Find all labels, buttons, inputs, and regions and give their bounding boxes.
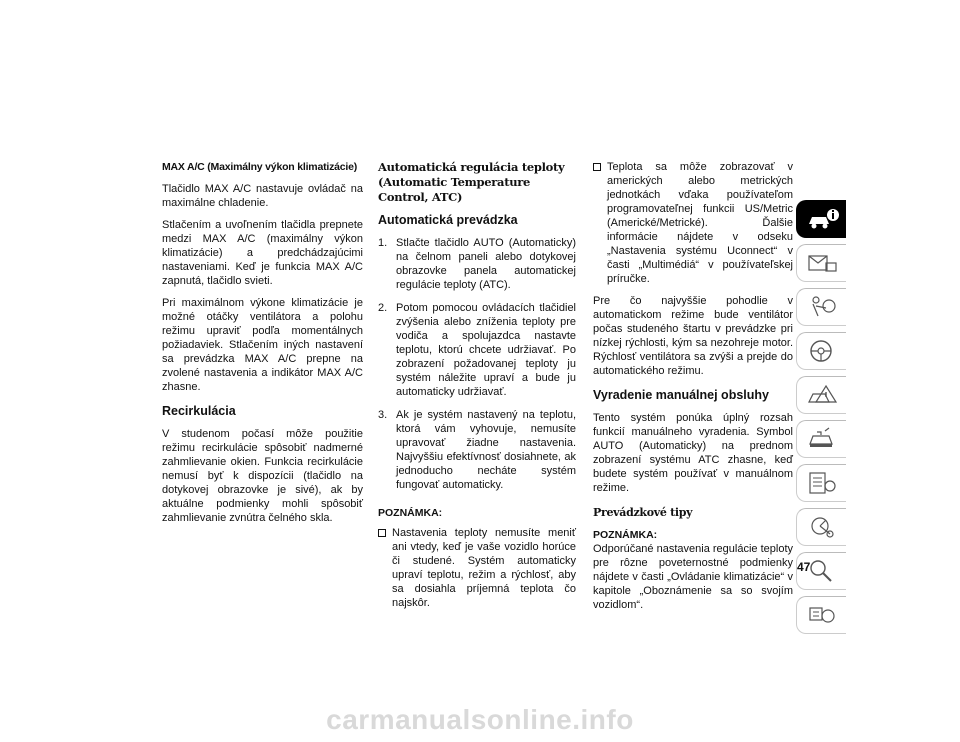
chapter-tabs xyxy=(796,200,846,640)
tab-specs[interactable] xyxy=(796,508,846,546)
paragraph: Tlačidlo MAX A/C nastavuje ovládač na maximálne chladenie. xyxy=(162,183,363,209)
search-index-icon xyxy=(806,558,840,584)
paragraph: Pri maximálnom výkone klimatizácie je možné otáčky ventilátora a polohu režimu upraviť podľa momentálnych požiadaviek. Stlačením iných nastavení sa prevádzka MAX A/C prepne na zvolené nastavenia a indikátor MAX A/C zhasne. xyxy=(162,297,363,393)
note-label: POZNÁMKA: xyxy=(378,507,443,519)
tab-car-info[interactable] xyxy=(796,200,846,238)
airbag-icon xyxy=(806,294,840,320)
message-icon xyxy=(806,250,840,276)
maintenance-list-icon xyxy=(806,470,840,496)
tab-warnings[interactable] xyxy=(796,376,846,414)
emergency-car-icon xyxy=(806,426,840,452)
tab-messages[interactable] xyxy=(796,244,846,282)
tab-emergency[interactable] xyxy=(796,420,846,458)
steering-wheel-icon xyxy=(806,338,840,364)
square-bullet-icon xyxy=(593,163,601,171)
paragraph: Stlačením a uvoľnením tlačidla prepnete medzi MAX A/C (maximálny výkon klimatizácie) a predchádzajúcimi nastaveniami. Keď je funkcia MAX A/C zapnutá, tlačidlo svieti. xyxy=(162,219,363,287)
step-number: 2. xyxy=(378,302,388,314)
list-item xyxy=(378,301,576,399)
note-text: Odporúčané nastavenia regulácie teploty pre rôzne poveternostné podmienky nájdete v časti „Ovládanie klimatizácie“ v kapitole „Oboznámenie sa so svojím vozidlom“. xyxy=(593,543,793,611)
list-item xyxy=(378,236,576,292)
step-number: 1. xyxy=(378,237,388,249)
paragraph: Pre čo najvyššie pohodlie v automatickom režime bude ventilátor počas studeného štartu v prevádzke pri nízkej rýchlosti, kým sa nezohreje motor. Rýchlosť ventilátora sa zvýši a prejde do automatického režimu. xyxy=(593,295,793,377)
column-right xyxy=(593,160,793,620)
heading-manual-override: Vyradenie manuálnej obsluhy xyxy=(593,388,769,402)
paragraph: Tento systém ponúka úplný rozsah funkcií manuálneho vyradenia. Symbol AUTO (Automaticky) na prednom zobrazení systému ATC zhasne, keď budete systém používať v manuálnom režime. xyxy=(593,412,793,494)
column-middle xyxy=(378,160,576,618)
heading-operating-tips: Prevádzkové tipy xyxy=(593,506,693,519)
language-icon xyxy=(806,602,840,628)
step-text: Ak je systém nastavený na teplotu, ktorá vám vyhovuje, nemusíte upravovať žiadne nastavenia. Najvyššiu efektívnosť dosiahnete, ak jednoducho necháte systém fungovať automaticky. xyxy=(396,409,576,491)
watermark: carmanualsonline.info xyxy=(326,704,634,735)
heading-recirculation: Recirkulácia xyxy=(162,404,236,418)
units-bullet xyxy=(593,160,793,286)
heading-max-ac: MAX A/C (Maximálny výkon klimatizácie) xyxy=(162,161,358,173)
tab-languages[interactable] xyxy=(796,596,846,634)
steps-list xyxy=(378,236,576,492)
warning-car-icon xyxy=(806,382,840,408)
car-info-icon xyxy=(806,206,840,232)
heading-atc: Automatická regulácia teploty (Automatic Temperature Control, ATC) xyxy=(378,160,565,204)
note-bullet xyxy=(378,526,576,610)
note-label: POZNÁMKA: xyxy=(593,529,658,541)
page-number: 47 xyxy=(797,560,811,574)
heading-automatic-operation: Automatická prevádzka xyxy=(378,213,518,227)
bullet-text: Teplota sa môže zobrazovať v amerických alebo metrických jednotkách vďaka používateľom programovateľnej funkcii US/Metric (Americké/Metrické). Ďalšie informácie nájdete v odseku „Nastavenia systému Uconnect“ v časti „Multimédiá“ v používateľskej príručke. xyxy=(607,161,793,285)
tab-safety[interactable] xyxy=(796,288,846,326)
technical-specs-icon xyxy=(806,514,840,540)
tab-maintenance[interactable] xyxy=(796,464,846,502)
paragraph: V studenom počasí môže použitie režimu recirkulácie spôsobiť nadmerné zahmlievanie okien. Funkcia recirkulácie nemusí byť k dispozícii (tlačidlo na dotykovej obrazovke je sivé), ak by aktuálne podmienky mohli spôsobiť zahmlievanie zvnútra čelného skla. xyxy=(162,428,363,524)
step-number: 3. xyxy=(378,409,388,421)
column-left xyxy=(162,160,363,533)
tab-driving[interactable] xyxy=(796,332,846,370)
step-text: Stlačte tlačidlo AUTO (Automaticky) na čelnom paneli alebo dotykovej obrazovke panela automatickej regulácie teploty (ATC). xyxy=(396,237,576,291)
note-text: Nastavenia teploty nemusíte meniť ani vtedy, keď je vaše vozidlo horúce či studené. Systém automaticky upraví teplotu, režim a rýchlosť, aby sa dosiahla príjemná teplota čo najskôr. xyxy=(392,527,576,609)
step-text: Potom pomocou ovládacích tlačidiel zvýšenia alebo zníženia teploty pre vodiča a spolujazdca nastavte teplotu, ktorú chcete udržiavať. Po zobrazení požadovanej teploty ju systém náležite upraví a bude ju automaticky udržiavať. xyxy=(396,302,576,398)
list-item xyxy=(378,408,576,492)
square-bullet-icon xyxy=(378,529,386,537)
